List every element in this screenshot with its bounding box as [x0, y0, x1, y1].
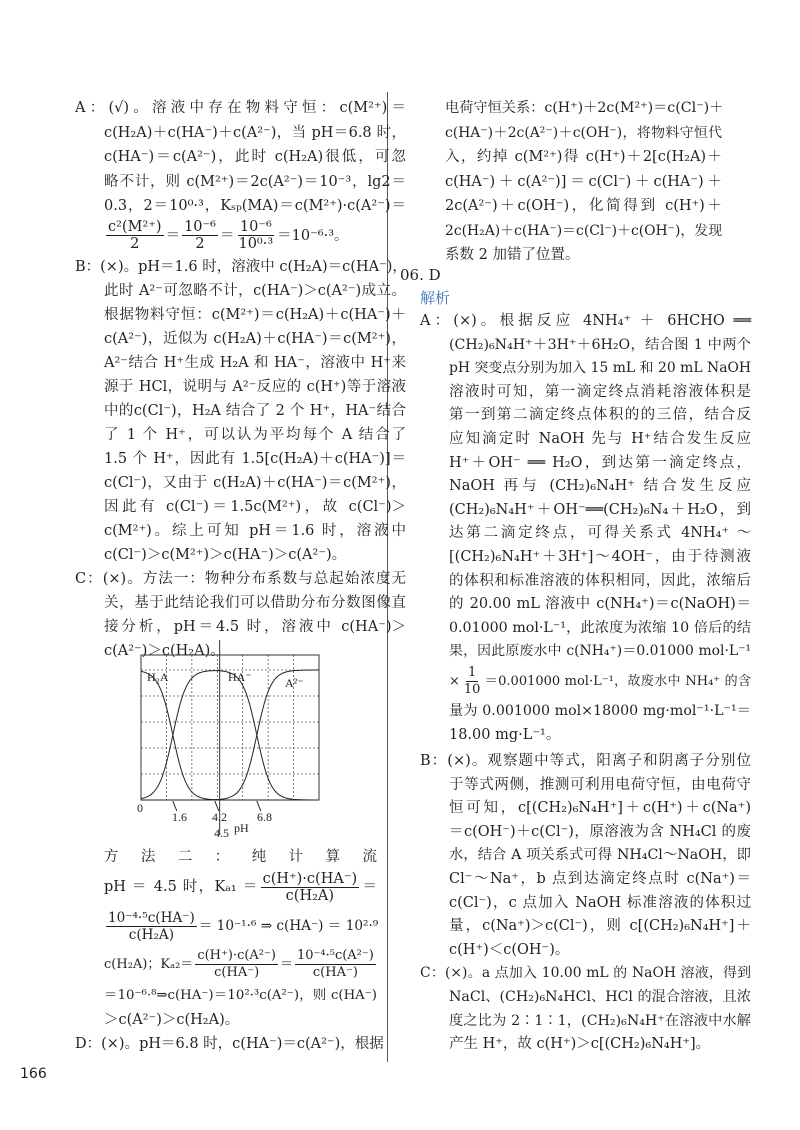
- text-line: (CH₂)₆N₄H⁺＋3H⁺＋6H₂O，结合图 1 中两个: [449, 336, 751, 353]
- left-answer-d: [75, 1032, 406, 1053]
- text-segment: ＝10⁻⁶·³。: [277, 227, 349, 244]
- page-number: 166: [20, 1066, 47, 1082]
- text-line: 量，c(Na⁺)＞c(Cl⁻)，则 c[(CH₂)₆N₄H⁺]＋: [449, 918, 751, 935]
- text-line: 中的c(Cl⁻)，H₂A 结合了 2 个 H⁺，HA⁻结合: [104, 403, 406, 419]
- left-answers-b-c: [75, 255, 406, 663]
- fraction: [182, 219, 218, 252]
- text-line: 第一到第二滴定终点体积的的三倍，结合反: [449, 407, 751, 424]
- distribution-chart: [120, 635, 340, 850]
- text-line: 度之比为 2∶1∶1，(CH₂)₆N₄H⁺在溶液中水解: [449, 1012, 751, 1029]
- right-answer-a: [420, 310, 751, 747]
- text-line: c(Cl⁻)＞c(M²⁺)＞c(HA⁻)＞c(A²⁻)。: [104, 547, 347, 563]
- fraction-numerator: c(H⁺)·c(A²⁻): [197, 948, 276, 963]
- text-line: c(H⁺)＜c(OH⁻)。: [449, 941, 570, 958]
- text-line: 2c(H₂A)＋c(HA⁻)＝c(Cl⁻)＋c(OH⁻)，发现: [445, 222, 723, 239]
- text-line: (CH₂)₆N₄H⁺＋OH⁻══(CH₂)₆N₄＋H₂O，到: [449, 501, 751, 518]
- fraction: [106, 910, 197, 943]
- text-line: 系数 2 加错了位置。: [445, 247, 580, 263]
- text-line: NaOH 再与 (CH₂)₆N₄H⁺ 结合发生反应: [449, 478, 751, 495]
- curve-ha: [141, 671, 319, 800]
- text-line: 应知滴定时 NaOH 先与 H⁺结合发生反应: [449, 430, 751, 447]
- text-line: 量为 0.001000 mol×18000 mg·mol⁻¹·L⁻¹＝: [449, 702, 751, 719]
- text-line: [(CH₂)₆N₄H⁺＋3H⁺]～4OH⁻，由于待测液: [449, 548, 751, 565]
- tick-label-4-2: 4.2: [212, 810, 227, 824]
- text-segment: ＝ 10⁻¹·⁶ ⇒ c(HA⁻) ＝ 10²·⁹: [198, 918, 379, 934]
- text-line: 因此有 c(Cl⁻)＝1.5c(M²⁺)，故 c(Cl⁻)＞: [104, 499, 406, 515]
- tick-label-1-6: 1.6: [172, 810, 187, 824]
- fraction-numerator: 10⁻⁶: [239, 219, 272, 235]
- text-segment: ＝: [279, 957, 293, 972]
- text-line: A：(√)。溶液中存在物料守恒：c(M²⁺)＝: [75, 100, 406, 116]
- fraction: [195, 948, 278, 981]
- text-line: c(A²⁻)＞c(H₂A)。: [104, 643, 225, 659]
- fraction-denominator: c(HA⁻): [312, 965, 358, 980]
- text-segment: ×: [449, 673, 460, 689]
- text-segment: ＝: [219, 227, 235, 244]
- text-line: c(Cl⁻)，c 点加入 NaOH 标准溶液的体积过: [449, 894, 751, 911]
- text-line: c(A²⁻)，近似为 c(H₂A)＋c(HA⁻)＝c(M²⁺)，: [104, 331, 406, 347]
- text-line: 方法二：纯计算流: [104, 849, 377, 865]
- fraction-denominator: 2: [130, 236, 140, 252]
- right-answer-c: [420, 962, 751, 1056]
- left-method-two: [75, 846, 377, 1032]
- text-line: C：(×)。方法一：物种分布系数与总起始浓度无: [75, 571, 406, 587]
- text-line: c(HA⁻)＋2c(A²⁻)＋c(OH⁻)，将物料守恒代: [445, 124, 722, 141]
- text-line: Cl⁻～Na⁺，b 点到达滴定终点时 c(Na⁺)＝: [449, 870, 751, 887]
- right-continuation: [445, 96, 722, 268]
- fraction-numerator: 10⁻⁶: [184, 219, 216, 235]
- text-line: 水，结合 A 项关系式可得 NH₄Cl～NaOH，即: [449, 847, 751, 864]
- fraction-denominator: c(HA⁻): [214, 965, 260, 980]
- text-line: B：(×)。pH＝1.6 时，溶液中 c(H₂A)＝c(HA⁻)，: [75, 259, 407, 275]
- text-segment: c(H₂A)；Kₐ₂＝: [104, 957, 194, 972]
- text-segment: pH ＝ 4.5 时，Kₐ₁ ＝: [104, 879, 259, 895]
- fraction-denominator: 10⁰·³: [238, 236, 274, 252]
- text-line: [104, 946, 377, 984]
- text-line: 源于 HCl，说明与 A²⁻反应的 c(H⁺)等于溶液: [104, 379, 406, 395]
- text-line: [104, 906, 377, 946]
- text-line: NaCl、(CH₂)₆N₄HCl、HCl 的混合溶液，且浓: [449, 988, 751, 1005]
- fraction: [236, 219, 275, 252]
- fraction-numerator: c(H⁺)·c(HA⁻): [262, 870, 358, 887]
- series-label-ha: HA⁻: [228, 670, 252, 684]
- text-segment: ＝: [165, 227, 181, 244]
- text-line: 电荷守恒关系：c(H⁺)＋2c(M²⁺)＝c(Cl⁻)＋: [445, 100, 724, 116]
- fraction-denominator: 10: [463, 681, 481, 697]
- fraction: [261, 871, 360, 904]
- curve-h2a: [141, 671, 319, 800]
- text-line: pH 突变点分别为加入 15 mL 和 20 mL NaOH: [449, 360, 751, 377]
- text-line: 的 20.00 mL 溶液中 c(NH₄⁺)＝c(NaOH)＝: [449, 596, 751, 613]
- text-line: 关，基于此结论我们可以借助分布分数图像直: [104, 595, 406, 611]
- text-line: A²⁻结合 H⁺生成 H₂A 和 HA⁻，溶液中 H⁺来: [104, 355, 406, 371]
- text-line: 了 1 个 H⁺，可以认为平均每个 A 结合了: [104, 427, 406, 443]
- text-line: c(M²⁺)。综上可知 pH＝1.6 时，溶液中: [104, 523, 406, 539]
- text-line: 接分析，pH＝4.5 时，溶液中 c(HA⁻)＞: [104, 619, 406, 635]
- fraction-denominator: c(H₂A): [285, 887, 335, 904]
- text-line: 此时 A²⁻可忽略不计，c(HA⁻)＞c(A²⁻)成立。: [104, 283, 406, 299]
- right-answer-b: [420, 750, 751, 962]
- text-line: 18.00 mg·L⁻¹。: [449, 726, 561, 743]
- text-line: ＝10⁻⁶·⁸⇒c(HA⁻)＝10²·³c(A²⁻)，则 c(HA⁻): [104, 988, 377, 1003]
- text-line: B：(×)。观察题中等式，阳离子和阴离子分别位: [420, 753, 751, 769]
- text-line: H⁺＋OH⁻ ══ H₂O，到达第一滴定终点，: [449, 454, 751, 471]
- text-line: 果，因此原废水中 c(NH₄⁺)＝0.01000 mol·L⁻¹: [449, 643, 751, 660]
- fraction: [462, 665, 483, 698]
- fraction: [106, 219, 164, 252]
- text-line: [104, 868, 377, 906]
- text-line: 达第二滴定终点，可得关系式 4NH₄⁺ ～: [449, 525, 751, 542]
- text-line: [104, 219, 406, 253]
- fraction-numerator: c²(M²⁺): [108, 219, 162, 235]
- text-line: c(HA⁻)＋c(A²⁻)]＝c(Cl⁻)＋c(HA⁻)＋: [445, 173, 722, 190]
- series-label-a2: A²⁻: [285, 676, 304, 690]
- text-line: 溶液时可知，第一滴定终点消耗溶液体积是: [449, 383, 751, 400]
- series-label-h2a: H₂A: [147, 670, 169, 684]
- text-line: [449, 664, 751, 700]
- text-line: ＝c(OH⁻)＋c(Cl⁻)，原溶液为含 NH₄Cl 的废: [449, 823, 751, 840]
- tick-label-0: 0: [137, 801, 143, 815]
- left-answer-b: [75, 255, 407, 567]
- text-line: 于等式两侧，推测可利用电荷守恒，由电荷守: [449, 776, 751, 793]
- text-segment: ＝0.001000 mol·L⁻¹，故废水中 NH₄⁺ 的含: [484, 673, 751, 689]
- fraction-numerator: 1: [468, 664, 477, 680]
- text-line: c(HA⁻)＝c(A²⁻)，此时 c(H₂A)很低，可忽: [104, 149, 406, 165]
- right-answers-b-c: [420, 750, 751, 1057]
- question-number: 06. D: [400, 266, 441, 284]
- text-line: c(Cl⁻)，又由于 c(H₂A)＋c(HA⁻)＝c(M²⁺)，: [104, 475, 406, 491]
- tick-label-4-5: 4.5: [214, 826, 229, 840]
- text-line: 产生 H⁺，故 c(H⁺)＞c[(CH₂)₆N₄H⁺]。: [449, 1036, 711, 1053]
- text-line: 0.01000 mol·L⁻¹，此浓度为浓缩 10 倍后的结: [449, 619, 751, 636]
- text-line: 2c(A²⁻)＋c(OH⁻)，化简得到 c(H⁺)＋: [445, 198, 722, 214]
- fraction-denominator: c(H₂A): [128, 927, 175, 943]
- text-line: c(H₂A)＋c(HA⁻)＋c(A²⁻)，当 pH＝6.8 时，: [104, 124, 406, 141]
- text-line: 根据物料守恒：c(M²⁺)＝c(H₂A)＋c(HA⁻)＋: [104, 307, 406, 323]
- text-line: ＞c(A²⁻)＞c(H₂A)。: [104, 1012, 240, 1028]
- text-line: 略不计，则 c(M²⁺)＝2c(A²⁻)＝10⁻³，lg2＝: [104, 173, 406, 190]
- text-line: 的体积和标准溶液的体积相同，因此，浓缩后: [449, 572, 751, 589]
- text-line: C：(×)。a 点加入 10.00 mL 的 NaOH 溶液，得到: [420, 965, 751, 982]
- fraction-denominator: 2: [195, 236, 205, 252]
- text-line: 1.5 个 H⁺，因此有 1.5[c(H₂A)＋c(HA⁻)]＝: [104, 451, 406, 467]
- fraction: [295, 948, 376, 981]
- fraction-numerator: 10⁻⁴·⁵c(A²⁻): [296, 948, 374, 963]
- text-segment: ＝: [361, 879, 378, 895]
- left-answer-a: [75, 96, 406, 253]
- text-line: 恒可知，c[(CH₂)₆N₄H⁺]＋c(H⁺)＋c(Na⁺): [449, 800, 751, 817]
- x-axis-label: pH: [234, 821, 249, 835]
- analysis-label: 解析: [420, 289, 451, 307]
- tick-label-6-8: 6.8: [257, 810, 272, 824]
- text-line: D：(×)。pH＝6.8 时，c(HA⁻)＝c(A²⁻)，根据: [75, 1036, 384, 1052]
- fraction-numerator: 10⁻⁴·⁵c(HA⁻): [108, 910, 195, 926]
- text-line: 0.3，2＝10⁰·³，Kₛₚ(MA)＝c(M²⁺)·c(A²⁻)＝: [104, 198, 406, 214]
- text-line: A：(×)。根据反应 4NH₄⁺ ＋ 6HCHO ══: [420, 313, 751, 329]
- text-line: 入，约掉 c(M²⁺)得 c(H⁺)＋2[c(H₂A)＋: [445, 149, 722, 165]
